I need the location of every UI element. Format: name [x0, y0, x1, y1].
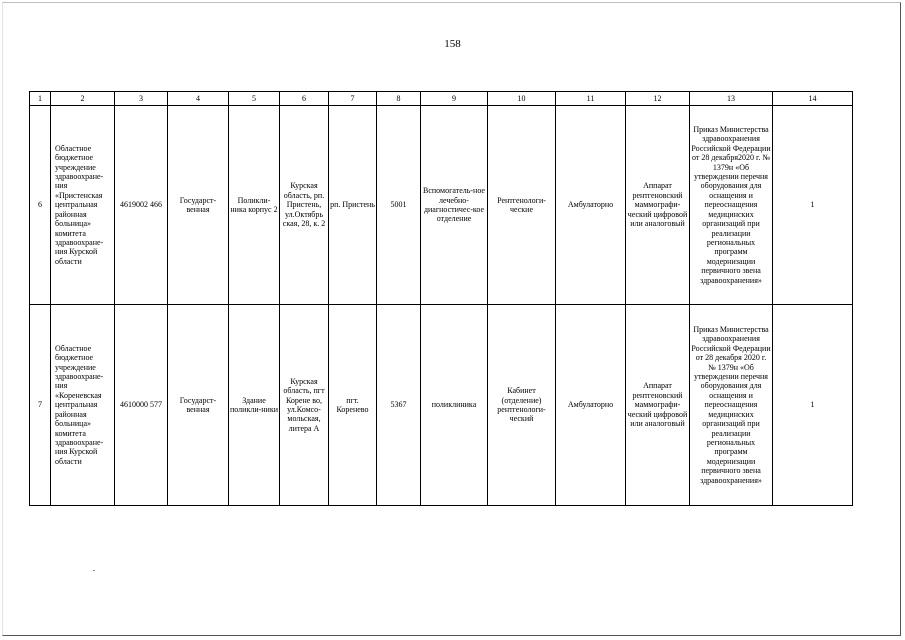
building-cell: Здание поликли-ники — [229, 305, 280, 506]
building-cell: Поликли-ника корпус 2 — [229, 106, 280, 305]
code-cell: 5367 — [377, 305, 421, 506]
quantity-cell: 1 — [773, 106, 853, 305]
profile-cell: Кабинет (отделение) рентгенологи-ческий — [488, 305, 556, 506]
department-cell: Вспомогатель-ное лечебно-диагностичес-кое отделение — [421, 106, 488, 305]
settlement-cell: рп. Пристень — [329, 106, 377, 305]
table-row — [30, 106, 853, 305]
page-number: 158 — [444, 38, 461, 50]
ownership-cell: Государст-венная — [168, 305, 229, 506]
address-cell: Курская область, рп. Пристень, ул.Октябрь ская, 28, к. 2 — [280, 106, 329, 305]
header-cell: 5 — [229, 92, 280, 106]
header-cell: 1 — [30, 92, 51, 106]
regulation-cell: Приказ Министерства здравоохранения Российской Федерации от 28 декабря 2020 г. № 1379н «Об утверждении перечня оборудования для оснащения и переоснащения медицинских организаций при реализации региональных программ модернизации первичного звена здравоохранения» — [690, 305, 773, 506]
header-cell: 4 — [168, 92, 229, 106]
header-cell: 12 — [626, 92, 690, 106]
table-row — [30, 305, 853, 506]
table-header-row — [30, 92, 853, 106]
inn-cell: 4610000 577 — [115, 305, 168, 506]
organization-cell: Областное бюджетное учреждение здравоохране-ния «Кореневская центральная районная больница» комитета здравоохране-ния Курской области — [51, 305, 115, 506]
header-cell: 14 — [773, 92, 853, 106]
header-cell: 6 — [280, 92, 329, 106]
care-type-cell: Амбулаторно — [556, 305, 626, 506]
header-cell: 13 — [690, 92, 773, 106]
row-number-cell: 7 — [30, 305, 51, 506]
header-cell: 2 — [51, 92, 115, 106]
quantity-cell: 1 — [773, 305, 853, 506]
department-cell: поликлиника — [421, 305, 488, 506]
header-cell: 7 — [329, 92, 377, 106]
ownership-cell: Государст-венная — [168, 106, 229, 305]
care-type-cell: Амбулаторно — [556, 106, 626, 305]
settlement-cell: пгт. Коренево — [329, 305, 377, 506]
regulation-cell: Приказ Министерства здравоохранения Российской Федерации от 28 декабря2020 г. № 1379н «Об утверждении перечня оборудования для оснащения и переоснащения медицинских организаций при реализации региональных программ модернизации первичного звена здравоохранения» — [690, 106, 773, 305]
header-cell: 11 — [556, 92, 626, 106]
code-cell: 5001 — [377, 106, 421, 305]
row-number-cell: 6 — [30, 106, 51, 305]
header-cell: 9 — [421, 92, 488, 106]
header-cell: 8 — [377, 92, 421, 106]
scan-speck — [93, 570, 95, 571]
header-cell: 3 — [115, 92, 168, 106]
inn-cell: 4619002 466 — [115, 106, 168, 305]
header-cell: 10 — [488, 92, 556, 106]
organization-cell: Областное бюджетное учреждение здравоохране-ния «Пристенская центральная районная больница» комитета здравоохране-ния Курской области — [51, 106, 115, 305]
profile-cell: Рентгенологи-ческие — [488, 106, 556, 305]
address-cell: Курская область, пгт Корене во, ул.Комсо-мольская, литера А — [280, 305, 329, 506]
equipment-cell: Аппарат рентгеновский маммографи-ческий цифровой или аналоговый — [626, 106, 690, 305]
registry-table — [29, 91, 853, 506]
equipment-cell: Аппарат рентгеновский маммографи-ческий цифровой или аналоговый — [626, 305, 690, 506]
